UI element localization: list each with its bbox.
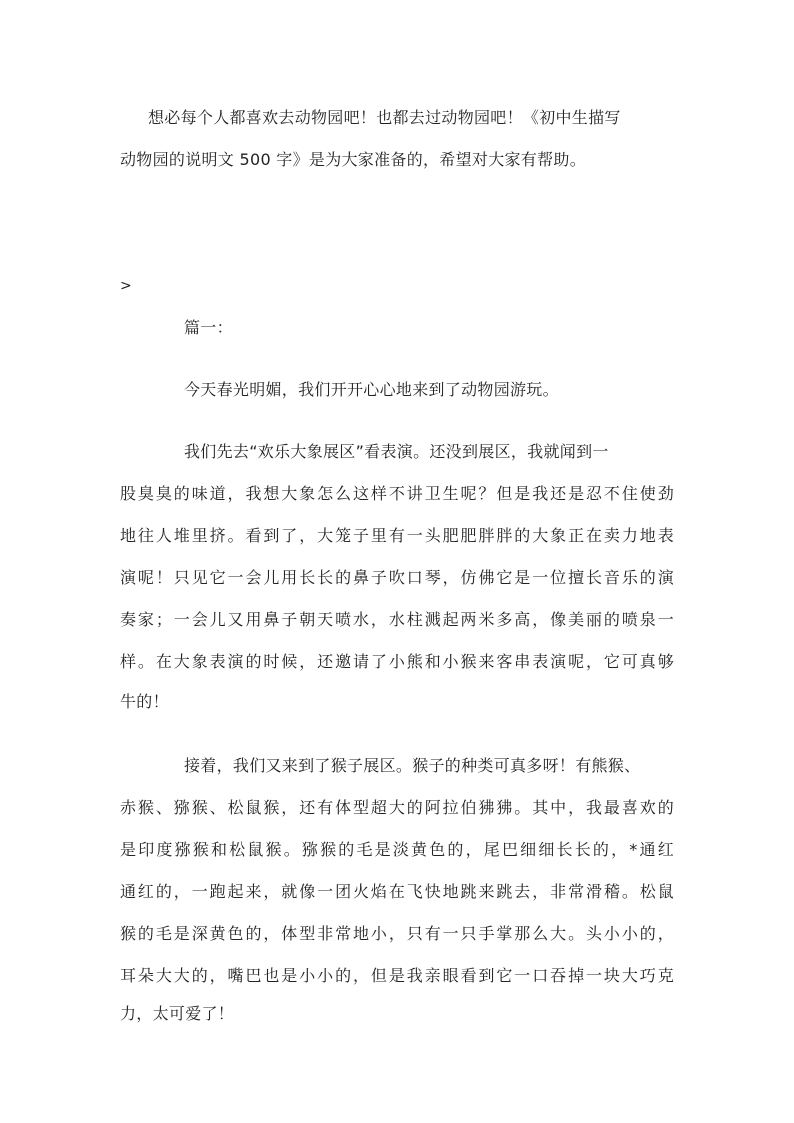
para2-line-6: 样。在大象表演的时候，还邀请了小熊和小猴来客串表演呢，它可真够 xyxy=(120,652,674,671)
para3-line-2: 赤猴、猕猴、松鼠猴，还有体型超大的阿拉伯狒狒。其中，我最喜欢的 xyxy=(120,798,674,817)
section-title: 篇一： xyxy=(184,318,233,337)
para1-line-1: 今天春光明媚，我们开开心心地来到了动物园游玩。 xyxy=(184,380,559,399)
para3-line-6: 耳朵大大的，嘴巴也是小小的，但是我亲眼看到它一口吞掉一块大巧克 xyxy=(120,966,674,985)
para3-line-5: 猴的毛是深黄色的，体型非常地小，只有一只手掌那么大。头小小的， xyxy=(120,924,674,943)
intro-line-2: 动物园的说明文 500 字》是为大家准备的，希望对大家有帮助。 xyxy=(120,150,587,169)
para3-line-4: 通红的，一跑起来，就像一团火焰在飞快地跳来跳去，非常滑稽。松鼠 xyxy=(120,882,674,901)
para2-line-3: 地往人堆里挤。看到了，大笼子里有一头肥肥胖胖的大象正在卖力地表 xyxy=(120,526,674,545)
intro-line-1: 想必每个人都喜欢去动物园吧！也都去过动物园吧！《初中生描写 xyxy=(148,108,621,127)
para3-line-1: 接着，我们又来到了猴子展区。猴子的种类可真多呀！有熊猴、 xyxy=(184,756,641,775)
para3-line-7: 力，太可爱了！ xyxy=(120,1004,235,1023)
para2-line-7: 牛的！ xyxy=(120,692,169,711)
para3-line-3: 是印度猕猴和松鼠猴。猕猴的毛是淡黄色的，尾巴细细长长的，*通红 xyxy=(120,840,674,859)
marker-text: > xyxy=(120,278,133,294)
para2-line-5: 奏家；一会儿又用鼻子朝天喷水，水柱溅起两米多高，像美丽的喷泉一 xyxy=(120,610,674,629)
para2-line-4: 演呢！只见它一会儿用长长的鼻子吹口琴，仿佛它是一位擅长音乐的演 xyxy=(120,568,674,587)
para2-line-2: 股臭臭的味道，我想大象怎么这样不讲卫生呢？但是我还是忍不住使劲 xyxy=(120,484,674,503)
para2-line-1: 我们先去“欢乐大象展区”看表演。还没到展区，我就闻到一 xyxy=(184,442,609,461)
